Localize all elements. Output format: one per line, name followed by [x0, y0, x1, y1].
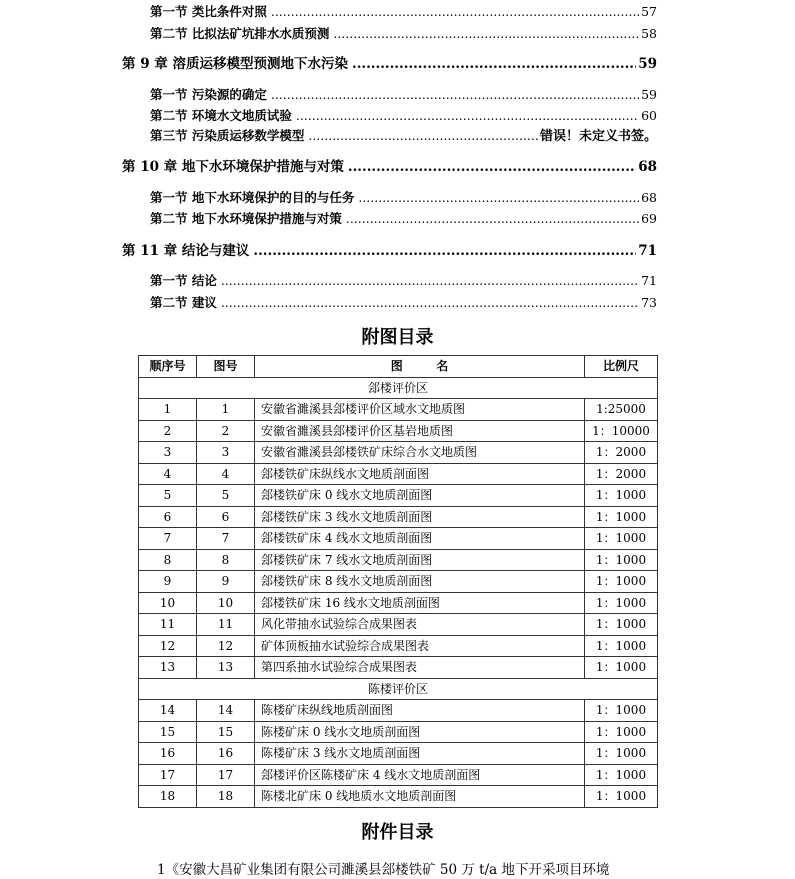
toc-section-entry[interactable]: [150, 108, 657, 124]
toc-leader-dots: [352, 56, 636, 72]
toc-section-entry[interactable]: [150, 26, 657, 42]
cell-scale: 1：1000: [585, 592, 658, 614]
cell-num: 6: [197, 506, 255, 528]
cell-scale: 1：1000: [585, 721, 658, 743]
toc-chapter-entry[interactable]: [122, 56, 657, 72]
cell-name: 郐楼铁矿床 4 线水文地质剖面图: [255, 528, 585, 550]
cell-scale: 1：1000: [585, 506, 658, 528]
header-seq: 顺序号: [139, 356, 197, 378]
cell-name: 第四系抽水试验综合成果图表: [255, 657, 585, 679]
cell-num: 17: [197, 764, 255, 786]
toc-entry-page: 68: [638, 159, 657, 175]
toc-entry-label: 第 11 章 结论与建议: [122, 243, 250, 259]
cell-seq: 16: [139, 743, 197, 765]
toc-entry-label: 第一节 污染源的确定: [150, 87, 267, 102]
cell-name: 陈楼矿床 0 线水文地质剖面图: [255, 721, 585, 743]
cell-scale: 1：10000: [585, 420, 658, 442]
table-group-row: [139, 377, 658, 399]
table-row: [139, 614, 658, 636]
cell-scale: 1：1000: [585, 571, 658, 593]
cell-name: 郐楼铁矿床纵线水文地质剖面图: [255, 463, 585, 485]
cell-num: 15: [197, 721, 255, 743]
table-row: [139, 657, 658, 679]
cell-num: 11: [197, 614, 255, 636]
cell-num: 10: [197, 592, 255, 614]
toc-leader-dots: [253, 243, 636, 259]
toc-entry-label: 第一节 地下水环境保护的目的与任务: [150, 190, 355, 205]
table-row: [139, 399, 658, 421]
toc-leader-dots: [271, 4, 639, 20]
cell-name: 安徽省濉溪县郐楼铁矿床综合水文地质图: [255, 442, 585, 464]
cell-scale: 1：2000: [585, 463, 658, 485]
group-name: 陈楼评价区: [139, 678, 658, 700]
toc-entry-label: 第二节 环境水文地质试验: [150, 108, 292, 123]
cell-num: 16: [197, 743, 255, 765]
table-row: [139, 442, 658, 464]
cell-name: 陈楼矿床 3 线水文地质剖面图: [255, 743, 585, 765]
cell-num: 2: [197, 420, 255, 442]
table-row: [139, 420, 658, 442]
group-name: 郐楼评价区: [139, 377, 658, 399]
toc-entry-label: 第一节 结论: [150, 273, 217, 288]
cell-seq: 17: [139, 764, 197, 786]
toc-entry-label: 第一节 类比条件对照: [150, 4, 267, 19]
toc-section-entry[interactable]: [150, 295, 657, 311]
toc-entry-page: 69: [641, 211, 657, 226]
cell-num: 18: [197, 786, 255, 808]
cell-name: 陈楼矿床纵线地质剖面图: [255, 700, 585, 722]
toc-entry-page: 60: [641, 108, 657, 123]
toc-leader-dots: [271, 87, 639, 103]
toc-section-entry[interactable]: [150, 4, 657, 20]
table-row: [139, 592, 658, 614]
table-row: [139, 635, 658, 657]
toc-leader-dots: [333, 26, 639, 42]
table-row: [139, 700, 658, 722]
cell-scale: 1：1000: [585, 657, 658, 679]
toc-section-entry[interactable]: [150, 128, 657, 145]
table-row: [139, 743, 658, 765]
toc-entry-label: 第三节 污染质运移数学模型: [150, 128, 305, 143]
cell-num: 3: [197, 442, 255, 464]
figure-list-table: [138, 355, 658, 808]
toc-leader-dots: [221, 273, 639, 289]
toc-entry-label: 第 9 章 溶质运移模型预测地下水污染: [122, 56, 348, 72]
cell-seq: 18: [139, 786, 197, 808]
cell-seq: 9: [139, 571, 197, 593]
cell-num: 1: [197, 399, 255, 421]
toc-entry-page: 57: [641, 4, 657, 19]
cell-scale: 1：1000: [585, 635, 658, 657]
table-row: [139, 485, 658, 507]
cell-name: 郐楼评价区陈楼矿床 4 线水文地质剖面图: [255, 764, 585, 786]
cell-name: 安徽省濉溪县郐楼评价区域水文地质图: [255, 399, 585, 421]
cell-seq: 5: [139, 485, 197, 507]
table-row: [139, 764, 658, 786]
cell-seq: 6: [139, 506, 197, 528]
cell-scale: 1：1000: [585, 485, 658, 507]
cell-seq: 2: [139, 420, 197, 442]
toc-entry-page: 71: [638, 243, 657, 259]
cell-scale: 1：1000: [585, 528, 658, 550]
cell-num: 8: [197, 549, 255, 571]
toc-entry-label: 第二节 地下水环境保护措施与对策: [150, 211, 342, 226]
toc-section-entry[interactable]: [150, 87, 657, 103]
table-header-row: [139, 356, 658, 378]
cell-seq: 12: [139, 635, 197, 657]
cell-num: 12: [197, 635, 255, 657]
cell-seq: 8: [139, 549, 197, 571]
toc-entry-page: 错误！未定义书签。: [539, 129, 657, 144]
header-num: 图号: [197, 356, 255, 378]
cell-name: 安徽省濉溪县郐楼评价区基岩地质图: [255, 420, 585, 442]
table-row: [139, 786, 658, 808]
cell-num: 13: [197, 657, 255, 679]
cell-scale: 1:25000: [585, 399, 658, 421]
cell-scale: 1：1000: [585, 614, 658, 636]
cell-name: 郐楼铁矿床 8 线水文地质剖面图: [255, 571, 585, 593]
toc-entry-page: 59: [638, 56, 657, 72]
toc-section-entry[interactable]: [150, 211, 657, 227]
toc-leader-dots: [308, 128, 538, 144]
cell-scale: 1：1000: [585, 786, 658, 808]
toc-leader-dots: [348, 159, 636, 175]
toc-entry-page: 71: [641, 273, 657, 288]
attachment-list-title: 附件目录: [361, 822, 434, 843]
toc-entry-label: 第二节 比拟法矿坑排水水质预测: [150, 26, 330, 41]
cell-num: 14: [197, 700, 255, 722]
toc-section-entry[interactable]: [150, 190, 657, 206]
toc-chapter-entry[interactable]: [122, 159, 657, 175]
toc-leader-dots: [221, 295, 639, 311]
cell-name: 郐楼铁矿床 16 线水文地质剖面图: [255, 592, 585, 614]
cell-num: 7: [197, 528, 255, 550]
toc-entry-page: 68: [641, 190, 657, 205]
cell-scale: 1：1000: [585, 764, 658, 786]
cell-seq: 11: [139, 614, 197, 636]
cell-seq: 4: [139, 463, 197, 485]
toc-section-entry[interactable]: [150, 273, 657, 289]
table-row: [139, 528, 658, 550]
toc-entry-label: 第 10 章 地下水环境保护措施与对策: [122, 159, 344, 175]
attachment-item: 1《安徽大昌矿业集团有限公司濉溪县郐楼铁矿 50 万 t/a 地下开采项目环境: [157, 862, 610, 878]
toc-entry-page: 73: [641, 295, 657, 310]
cell-seq: 3: [139, 442, 197, 464]
cell-num: 5: [197, 485, 255, 507]
toc-entry-label: 第二节 建议: [150, 295, 217, 310]
cell-seq: 1: [139, 399, 197, 421]
cell-scale: 1：1000: [585, 743, 658, 765]
header-scale: 比例尺: [585, 356, 658, 378]
cell-scale: 1：2000: [585, 442, 658, 464]
header-name: 图 名: [255, 356, 585, 378]
cell-num: 9: [197, 571, 255, 593]
toc-entry-page: 59: [641, 87, 657, 102]
table-row: [139, 463, 658, 485]
cell-name: 郐楼铁矿床 3 线水文地质剖面图: [255, 506, 585, 528]
table-row: [139, 571, 658, 593]
cell-seq: 15: [139, 721, 197, 743]
toc-leader-dots: [346, 211, 639, 227]
cell-name: 风化带抽水试验综合成果图表: [255, 614, 585, 636]
cell-scale: 1：1000: [585, 700, 658, 722]
table-row: [139, 721, 658, 743]
table-row: [139, 506, 658, 528]
toc-entry-page: 58: [641, 26, 657, 41]
cell-name: 郐楼铁矿床 0 线水文地质剖面图: [255, 485, 585, 507]
cell-seq: 10: [139, 592, 197, 614]
table-row: [139, 549, 658, 571]
cell-num: 4: [197, 463, 255, 485]
cell-seq: 7: [139, 528, 197, 550]
cell-seq: 14: [139, 700, 197, 722]
cell-name: 矿体顶板抽水试验综合成果图表: [255, 635, 585, 657]
cell-scale: 1：1000: [585, 549, 658, 571]
toc-leader-dots: [296, 108, 639, 124]
figure-list-title: 附图目录: [361, 327, 434, 348]
cell-name: 郐楼铁矿床 7 线水文地质剖面图: [255, 549, 585, 571]
toc-leader-dots: [358, 190, 639, 206]
cell-seq: 13: [139, 657, 197, 679]
toc-chapter-entry[interactable]: [122, 243, 657, 259]
cell-name: 陈楼北矿床 0 线地质水文地质剖面图: [255, 786, 585, 808]
table-group-row: [139, 678, 658, 700]
